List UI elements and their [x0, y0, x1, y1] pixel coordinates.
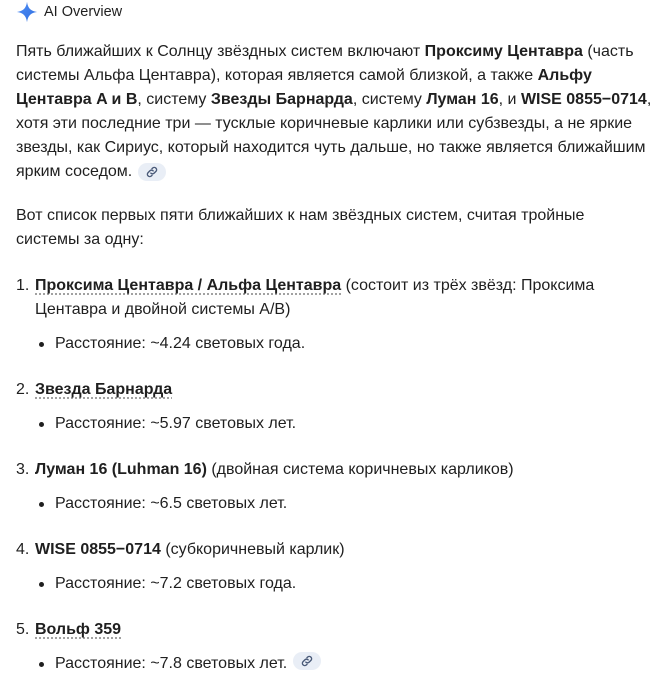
intro-text: , систему	[352, 91, 427, 108]
intro-text: (часть системы Альфа Центавра), которая является самой близкой, а также	[16, 43, 634, 84]
ai-overview-title: AI Overview	[44, 4, 123, 20]
intro-bold-alpha: Альфу Центавра A и B	[16, 67, 592, 108]
list-item	[16, 538, 652, 596]
citation-link-button[interactable]	[293, 652, 321, 670]
item-number: 4.	[16, 541, 30, 558]
intro-bold-barnard: Звезды Барнарда	[210, 91, 353, 108]
intro-bold-wise: WISE 0855−0714	[520, 91, 647, 108]
bullet-icon	[39, 342, 44, 347]
intro-text: , систему	[137, 91, 211, 108]
citation-link-button[interactable]	[138, 163, 166, 181]
list-intro-paragraph: Вот список первых пяти ближайших к нам звёздных систем, считая тройные системы за одну:	[16, 207, 585, 248]
item-number: 5.	[16, 621, 30, 638]
item-description: (субкоричневый карлик)	[160, 541, 345, 558]
intro-bold-luhman: Луман 16	[426, 91, 499, 108]
item-number: 3.	[16, 461, 30, 478]
item-distance: Расстояние: ~4.24 световых года.	[55, 335, 306, 352]
bullet-icon	[39, 662, 44, 667]
ai-overview-header	[16, 0, 652, 24]
item-distance: Расстояние: ~7.8 световых лет.	[55, 655, 288, 672]
item-distance: Расстояние: ~7.2 световых года.	[55, 575, 297, 592]
list-item	[16, 458, 652, 516]
item-name: Луман 16 (Luhman 16)	[35, 461, 207, 478]
bullet-icon	[39, 422, 44, 427]
item-name-link[interactable]: Вольф 359	[35, 621, 122, 638]
bullet-icon	[39, 502, 44, 507]
sparkle-icon	[16, 1, 38, 23]
intro-bold-proxima: Проксиму Центавра	[424, 43, 583, 60]
intro-paragraph	[16, 40, 652, 184]
item-name-link[interactable]: Звезда Барнарда	[35, 381, 173, 398]
item-number: 2.	[16, 381, 30, 398]
item-number: 1.	[16, 277, 30, 294]
bullet-icon	[39, 582, 44, 587]
intro-text: , и	[498, 91, 521, 108]
item-description: (двойная система коричневых карликов)	[206, 461, 514, 478]
link-icon	[145, 165, 159, 179]
intro-text: , хотя эти последние три — тусклые коричневые карлики или субзвезды, а не яркие звезды, как Сириус, который находится чуть дальше, но также является ближайшим ярким соседом.	[16, 91, 652, 180]
item-name: WISE 0855−0714	[35, 541, 161, 558]
intro-text: Пять ближайших к Солнцу звёздных систем включают	[16, 43, 425, 60]
list-item	[16, 378, 652, 436]
item-distance: Расстояние: ~6.5 световых лет.	[55, 495, 288, 512]
list-item	[16, 274, 652, 356]
link-icon	[300, 654, 314, 668]
list-item	[16, 618, 652, 676]
item-description: (состоит из трёх звёзд: Проксима Центавра и двойной системы A/B)	[35, 277, 595, 318]
item-distance: Расстояние: ~5.97 световых лет.	[55, 415, 297, 432]
item-name-link[interactable]: Проксима Центавра / Альфа Центавра	[35, 277, 342, 294]
star-system-list	[16, 274, 652, 676]
